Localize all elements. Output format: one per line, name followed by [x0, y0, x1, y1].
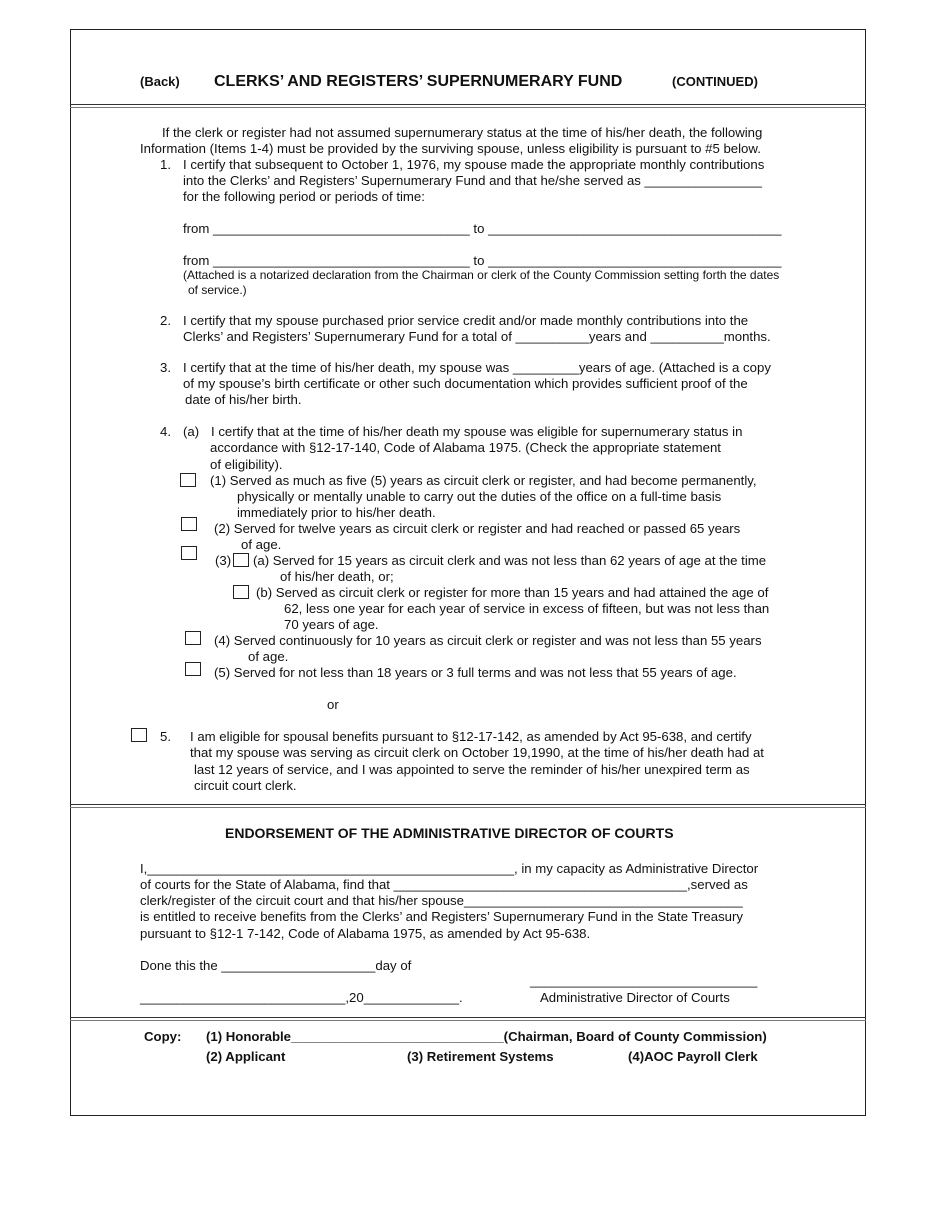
date-year-field[interactable]: ____________________________,20_____________.	[140, 990, 463, 1005]
signature-line[interactable]: _______________________________	[530, 973, 758, 988]
header-divider-thin	[70, 107, 866, 108]
copy-retirement-systems: (3) Retirement Systems	[407, 1049, 554, 1064]
item-4-a-line-2: accordance with §12-17-140, Code of Alabama 1975. (Check the appropriate statement	[210, 440, 721, 455]
item-5-line-4: circuit court clerk.	[194, 778, 297, 793]
item-3-number: 3.	[160, 360, 171, 375]
item-5-number: 5.	[160, 729, 171, 744]
copy-honorable-field[interactable]: (1) Honorable_____________________________(Chairman, Board of County Commission)	[206, 1029, 767, 1044]
option-1-line-1: (1) Served as much as five (5) years as circuit clerk or register, and had become permanently,	[210, 473, 757, 488]
item-4-number: 4.	[160, 424, 171, 439]
option-3b-line-3: 70 years of age.	[284, 617, 379, 632]
option-2-checkbox[interactable]	[181, 517, 197, 531]
endorsement-line-2[interactable]: of courts for the State of Alabama, find that ________________________________________,served as	[140, 877, 748, 892]
item-5-checkbox[interactable]	[131, 728, 147, 742]
option-1-checkbox[interactable]	[180, 473, 196, 487]
option-3b-checkbox[interactable]	[233, 585, 249, 599]
item-4-a-line-3: of eligibility).	[210, 457, 283, 472]
service-period-field-1[interactable]: from ___________________________________ to ________________________________________	[183, 221, 782, 236]
option-3a-checkbox[interactable]	[233, 553, 249, 567]
service-period-field-2[interactable]: from ___________________________________ to ________________________________________	[183, 253, 782, 268]
continued-label: (CONTINUED)	[672, 74, 758, 89]
back-label: (Back)	[140, 74, 180, 89]
option-3a-line-2: of his/her death, or;	[280, 569, 394, 584]
option-1-line-2: physically or mentally unable to carry out the duties of the office on a full-time basis	[237, 489, 722, 504]
copy-label: Copy:	[144, 1029, 182, 1044]
item-3-line-1[interactable]: I certify that at the time of his/her death, my spouse was _________years of age. (Attached is a copy	[183, 360, 771, 375]
intro-line-2: Information (Items 1-4) must be provided by the surviving spouse, unless eligibility is pursuant to #5 below.	[140, 141, 761, 156]
option-4-checkbox[interactable]	[185, 631, 201, 645]
form-title: CLERKS’ AND REGISTERS’ SUPERNUMERARY FUND	[214, 73, 623, 90]
option-5-checkbox[interactable]	[185, 662, 201, 676]
option-3b-line-2: 62, less one year for each year of service in excess of fifteen, but was not less than	[284, 601, 770, 616]
item-1-note-line-2: of service.)	[188, 283, 247, 297]
option-4-line-2: of age.	[248, 649, 289, 664]
item-4-a-line-1: I certify that at the time of his/her death my spouse was eligible for supernumerary status in	[211, 424, 743, 439]
endorsement-line-4: is entitled to receive benefits from the Clerks’ and Registers’ Supernumerary Fund in the State Treasury	[140, 909, 743, 924]
option-3b-line-1: (b) Served as circuit clerk or register for more than 15 years and had attained the age of	[256, 585, 769, 600]
endorsement-line-1[interactable]: I,__________________________________________________, in my capacity as Administrative Director	[140, 861, 759, 876]
option-2-line-1: (2) Served for twelve years as circuit clerk or register and had reached or passed 65 years	[214, 521, 741, 536]
item-1-line-3: for the following period or periods of time:	[183, 189, 425, 204]
copy-divider	[70, 1017, 866, 1018]
item-5-line-1: I am eligible for spousal benefits pursuant to §12-17-142, as amended by Act 95-638, and certify	[190, 729, 752, 744]
intro-line-1: If the clerk or register had not assumed supernumerary status at the time of his/her death, the following	[162, 125, 763, 140]
item-2-line-2[interactable]: Clerks’ and Registers’ Supernumerary Fund for a total of __________years and __________months.	[183, 329, 771, 344]
item-5-line-3: last 12 years of service, and I was appointed to serve the reminder of his/her unexpired term as	[194, 762, 750, 777]
signature-label: Administrative Director of Courts	[540, 990, 730, 1005]
header-divider	[70, 104, 866, 105]
item-2-line-1: I certify that my spouse purchased prior service credit and/or made monthly contributions into the	[183, 313, 749, 328]
option-3-label: (3)	[215, 553, 232, 568]
done-this-day-field[interactable]: Done this the _____________________day of	[140, 958, 412, 973]
copy-divider-thin	[70, 1020, 866, 1021]
option-1-line-3: immediately prior to his/her death.	[237, 505, 436, 520]
option-3a-line-1: (a) Served for 15 years as circuit clerk and was not less than 62 years of age at the time	[253, 553, 767, 568]
item-1-line-2: into the Clerks’ and Registers’ Supernumerary Fund and that he/she served as ________________	[183, 173, 762, 188]
option-3-checkbox[interactable]	[181, 546, 197, 560]
or-separator: or	[327, 697, 339, 712]
item-5-line-2: that my spouse was serving as circuit clerk on October 19,1990, at the time of his/her death had at	[190, 745, 764, 760]
item-4-a-label: (a)	[183, 424, 200, 439]
copy-aoc-payroll-clerk: (4)AOC Payroll Clerk	[628, 1049, 758, 1064]
item-1-line-1: I certify that subsequent to October 1, 1976, my spouse made the appropriate monthly contributions	[183, 157, 765, 172]
endorsement-line-3[interactable]: clerk/register of the circuit court and that his/her spouse______________________________________	[140, 893, 743, 908]
endorsement-line-5: pursuant to §12-1 7-142, Code of Alabama 1975, as amended by Act 95-638.	[140, 926, 591, 941]
copy-applicant: (2) Applicant	[206, 1049, 286, 1064]
item-1-note-line-1: (Attached is a notarized declaration from the Chairman or clerk of the County Commission setting forth the dates	[183, 268, 780, 282]
item-3-line-2: of my spouse’s birth certificate or other such documentation which provides sufficient proof of the	[183, 376, 748, 391]
item-3-line-3: date of his/her birth.	[185, 392, 302, 407]
item-2-number: 2.	[160, 313, 171, 328]
option-4-line-1: (4) Served continuously for 10 years as circuit clerk or register and was not less than 55 years	[214, 633, 762, 648]
section-divider	[70, 804, 866, 805]
option-2-line-2: of age.	[241, 537, 282, 552]
option-5-line-1: (5) Served for not less than 18 years or 3 full terms and was not less that 55 years of age.	[214, 665, 737, 680]
section-divider-thin	[70, 807, 866, 808]
endorsement-title: ENDORSEMENT OF THE ADMINISTRATIVE DIRECTOR OF COURTS	[225, 825, 674, 841]
item-1-number: 1.	[160, 157, 171, 172]
